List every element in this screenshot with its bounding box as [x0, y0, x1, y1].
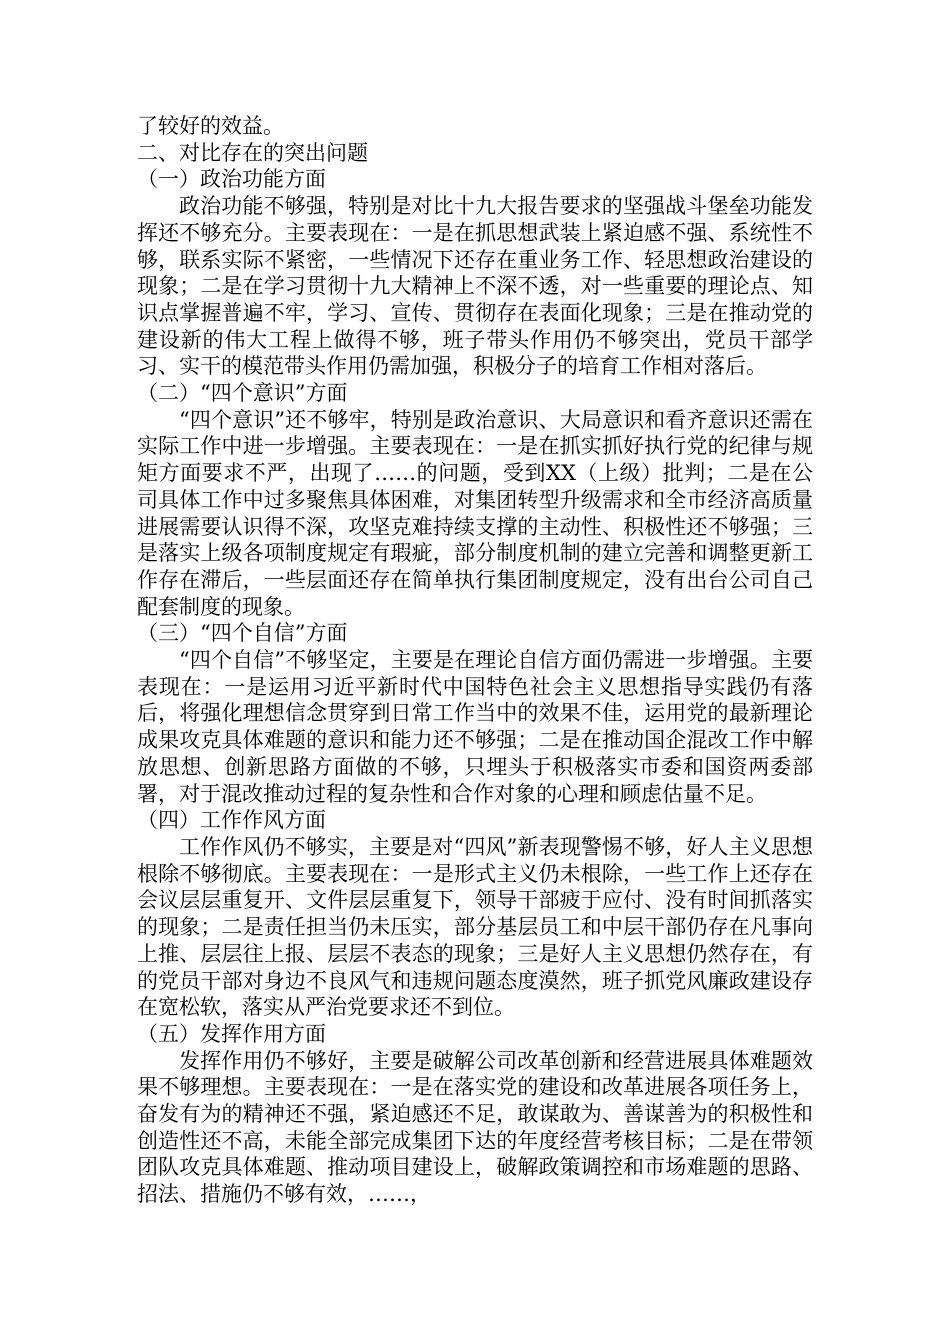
- subsection-heading: （二）“四个意识”方面: [137, 381, 348, 406]
- section-heading: 二、对比存在的突出问题: [137, 140, 368, 165]
- body-paragraph: “四个意识”还不够牢，特别是政治意识、大局意识和看齐意识还需在实际工作中进一步增强。主要表现在：一是在抓实抓好执行党的纪律与规矩方面要求不严，出现了……的问题，受到XX（上级）批判；二是在公司具体工作中过多聚焦具体困难，对集团转型升级需求和全市经济高质量进展需要认识得不深，攻坚克难持续支撑的主动性、积极性还不够强；三是落实上级各项制度规定有瑕疵，部分制度机制的建立完善和调整更新工作存在滞后，一些层面还存在简单执行集团制度规定，没有出台公司自己配套制度的现象。: [137, 407, 813, 619]
- body-paragraph: 发挥作用仍不够好，主要是破解公司改革创新和经营进展具体难题效果不够理想。主要表现在：一是在落实党的建设和改革进展各项任务上，奋发有为的精神还不强，紧迫感还不足，敢谋敢为、善谋善为的积极性和创造性还不高，未能全部完成集团下达的年度经营考核目标；二是在带领团队攻克具体难题、推动项目建设上，破解政策调控和市场难题的思路、招法、措施仍不够有效，……，: [137, 1048, 813, 1207]
- subsection-heading: （五）发挥作用方面: [137, 1021, 326, 1046]
- subsection-heading: （一）政治功能方面: [137, 167, 326, 192]
- subsection-heading: （三）“四个自信”方面: [137, 621, 348, 646]
- body-paragraph: 工作作风仍不够实，主要是对“四风”新表现警惕不够，好人主义思想根除不够彻底。主要表现在：一是形式主义仍未根除，一些工作上还存在会议层层重复开、文件层层重复下，领导干部疲于应付、没有时间抓落实的现象；二是责任担当仍未压实，部分基层员工和中层干部仍存在凡事向上推、层层往上报、层层不表态的现象；三是好人主义思想仍然存在，有的党员干部对身边不良风气和违规问题态度漠然，班子抓党风廉政建设存在宽松软，落实从严治党要求还不到位。: [137, 834, 813, 1020]
- body-paragraph: “四个自信”不够坚定，主要是在理论自信方面仍需进一步增强。主要表现在：一是运用习近平新时代中国特色社会主义思想指导实践仍有落后，将强化理想信念贯穿到日常工作当中的效果不佳，运用党的最新理论成果攻克具体难题的意识和能力还不够强；二是在推动国企混改工作中解放思想、创新思路方面做的不够，只埋头于积极落实市委和国资两委部署，对于混改推动过程的复杂性和合作对象的心理和顾虑估量不足。: [137, 648, 813, 806]
- paragraph-continuation: 了较好的效益。: [137, 114, 284, 138]
- document-body: [137, 113, 813, 1208]
- subsection-heading: （四）工作作风方面: [137, 808, 326, 833]
- body-paragraph: 政治功能不够强，特别是对比十九大报告要求的坚强战斗堡垒功能发挥还不够充分。主要表现在：一是在抓思想武装上紧迫感不强、系统性不够，联系实际不紧密，一些情况下还存在重业务工作、轻思想政治建设的现象；二是在学习贯彻十九大精神上不深不透，对一些重要的理论点、知识点掌握普遍不牢，学习、宣传、贯彻存在表面化现象；三是在推动党的建设新的伟大工程上做得不够，班子带头作用仍不够突出，党员干部学习、实干的模范带头作用仍需加强，积极分子的培育工作相对落后。: [137, 194, 813, 379]
